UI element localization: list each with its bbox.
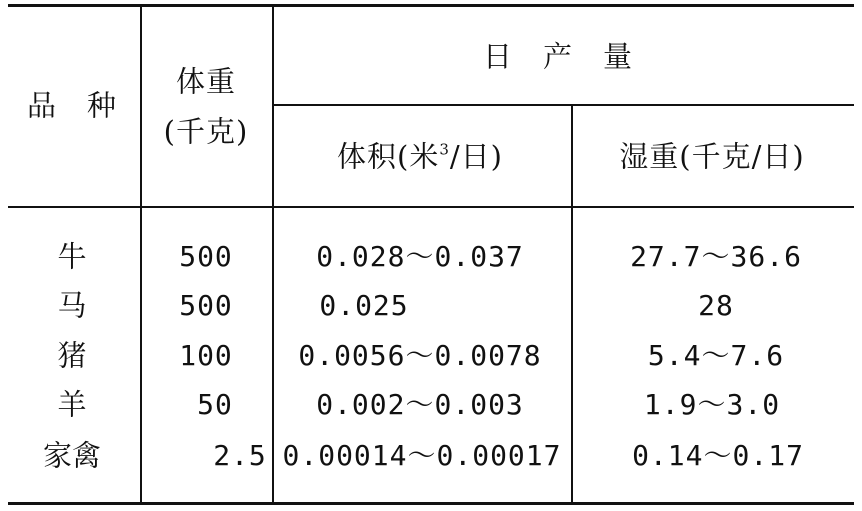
header-volume (337, 139, 503, 174)
header-weight-line1: 体重 (175, 64, 237, 99)
header-weight-line2: (千克) (163, 114, 249, 149)
table-bottom-rule (8, 502, 854, 505)
table-row-volume: 0.028～0.037 (316, 240, 524, 273)
table-row-wet: 5.4～7.6 (647, 339, 785, 372)
header-volume-prefix: 体积(米 (337, 139, 440, 174)
col-divider-3 (571, 105, 573, 503)
table-row-breed: 马 (57, 288, 87, 323)
table-row-wet: 28 (698, 289, 734, 322)
table-row-wet: 1.9～3.0 (643, 388, 781, 421)
header-wet-weight: 湿重(千克/日) (619, 139, 805, 174)
table-row-wet: 0.14～0.17 (632, 439, 804, 472)
header-daily-output: 日 产 量 (482, 39, 634, 74)
col-divider-1 (140, 6, 142, 503)
table-row-weight: 100 (179, 339, 233, 372)
header-volume-suffix: /日) (449, 139, 503, 174)
table-top-rule (8, 4, 854, 7)
table-row-volume: 0.0056～0.0078 (298, 339, 542, 372)
table-row-breed: 家禽 (42, 438, 102, 473)
table-row-breed: 猪 (57, 338, 87, 373)
col-divider-2 (272, 6, 274, 503)
header-bottom-rule (8, 206, 854, 208)
header-sub-rule (272, 104, 854, 106)
table-row-volume: 0.002～0.003 (316, 388, 524, 421)
table-row-wet: 27.7～36.6 (630, 240, 802, 273)
table-row-breed: 牛 (57, 239, 87, 274)
table-row-volume: 0.025 (319, 289, 409, 322)
header-breed: 品 种 (26, 88, 118, 123)
table-row-weight: 500 (179, 240, 233, 273)
table-row-weight: 2.5 (213, 439, 267, 472)
table-row-breed: 羊 (57, 387, 87, 422)
table-row-volume: 0.00014～0.00017 (282, 439, 562, 472)
table-row-weight: 50 (197, 388, 233, 421)
header-volume-sup: 3 (439, 140, 450, 159)
table-row-weight: 500 (179, 289, 233, 322)
